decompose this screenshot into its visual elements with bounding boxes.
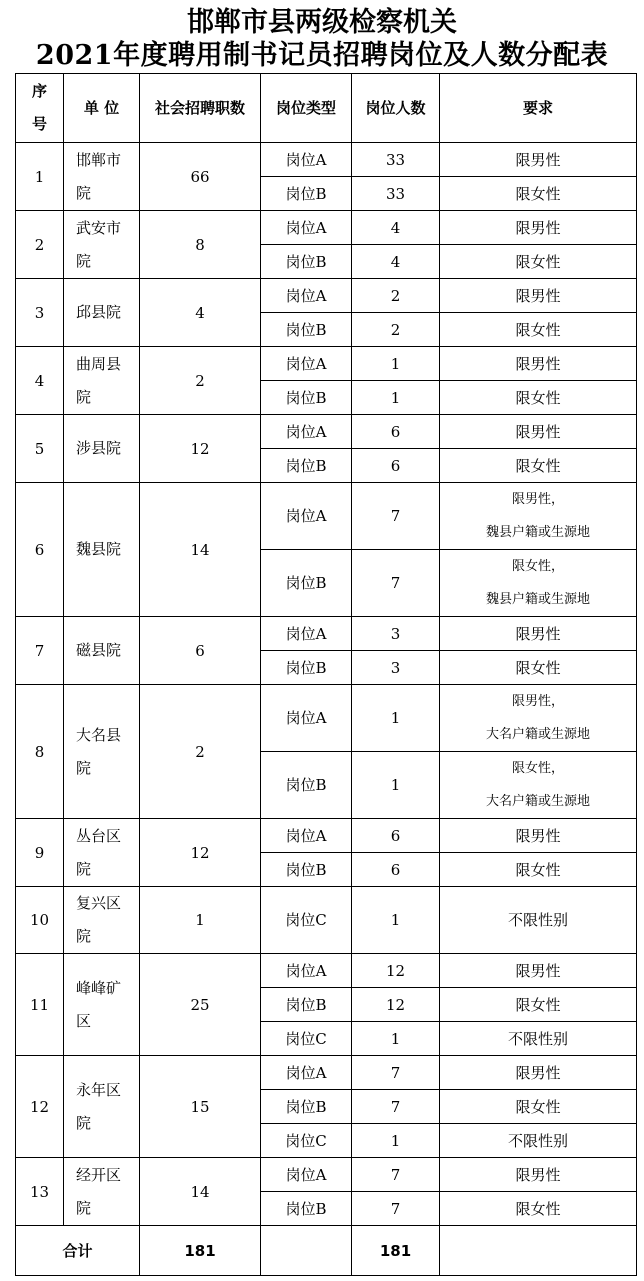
- header-seq-line1: 序: [31, 82, 47, 100]
- post-type: 岗位A: [261, 143, 352, 177]
- post-requirement: 限男性: [440, 954, 637, 988]
- row-unit-line1: 永年区: [76, 1080, 122, 1099]
- row-unit-line1: 邯郸市: [76, 150, 122, 169]
- post-count: 6: [352, 853, 440, 887]
- row-unit-line1: 丛台区: [76, 826, 122, 845]
- page-title: [0, 0, 644, 72]
- row-unit: [64, 279, 140, 347]
- post-requirement: 限男性: [440, 1158, 637, 1192]
- row-unit: [64, 143, 140, 211]
- table-row: [16, 211, 637, 245]
- post-requirement: [440, 752, 637, 819]
- post-type: 岗位B: [261, 381, 352, 415]
- row-unit-line2: 院: [76, 1113, 92, 1132]
- row-unit-line1: 大名县: [76, 725, 122, 744]
- total-empty-type: [261, 1226, 352, 1276]
- post-requirement: 限男性: [440, 1056, 637, 1090]
- post-count: 7: [352, 1090, 440, 1124]
- row-seq: 4: [16, 347, 64, 415]
- table-row: [16, 1158, 637, 1192]
- post-type: 岗位B: [261, 853, 352, 887]
- post-requirement: 限女性: [440, 245, 637, 279]
- post-requirement: 限女性: [440, 177, 637, 211]
- post-requirement: 限女性: [440, 1090, 637, 1124]
- post-type: 岗位C: [261, 1124, 352, 1158]
- row-total-jobs: 6: [140, 617, 261, 685]
- post-requirement-line2: 魏县户籍或生源地: [485, 592, 590, 607]
- post-type: 岗位A: [261, 617, 352, 651]
- header-seq-line2: 号: [31, 115, 47, 133]
- post-requirement-line2: 大名户籍或生源地: [485, 794, 590, 809]
- row-total-jobs: 2: [140, 347, 261, 415]
- table-row: [16, 954, 637, 988]
- post-requirement: 限女性: [440, 1192, 637, 1226]
- post-type: 岗位A: [261, 1158, 352, 1192]
- row-total-jobs: 2: [140, 685, 261, 819]
- row-unit-line2: 区: [76, 1011, 92, 1030]
- post-count: 3: [352, 651, 440, 685]
- row-seq: 13: [16, 1158, 64, 1226]
- total-jobs-sum: 181: [140, 1226, 261, 1276]
- row-total-jobs: 14: [140, 483, 261, 617]
- row-unit-line1: 邱县院: [76, 303, 122, 321]
- post-requirement: 限男性: [440, 819, 637, 853]
- row-total-jobs: 12: [140, 819, 261, 887]
- row-unit-line1: 经开区: [76, 1165, 122, 1184]
- post-type: 岗位A: [261, 211, 352, 245]
- post-type: 岗位A: [261, 819, 352, 853]
- row-seq: 12: [16, 1056, 64, 1158]
- post-type: 岗位B: [261, 313, 352, 347]
- post-requirement: 不限性别: [440, 1022, 637, 1056]
- header-total-jobs: 社会招聘职数: [140, 74, 261, 143]
- row-unit-line1: 涉县院: [76, 439, 122, 457]
- row-seq: 6: [16, 483, 64, 617]
- post-requirement: 限女性: [440, 988, 637, 1022]
- post-count: 1: [352, 685, 440, 752]
- post-requirement-line2: 大名户籍或生源地: [485, 727, 590, 742]
- row-total-jobs: 14: [140, 1158, 261, 1226]
- row-unit: [64, 483, 140, 617]
- row-total-jobs: 4: [140, 279, 261, 347]
- post-type: 岗位C: [261, 1022, 352, 1056]
- post-requirement: 限男性: [440, 617, 637, 651]
- post-count: 6: [352, 819, 440, 853]
- total-label: 合计: [16, 1226, 140, 1276]
- post-count: 7: [352, 1192, 440, 1226]
- post-count: 7: [352, 483, 440, 550]
- post-count: 1: [352, 1022, 440, 1056]
- row-unit-line1: 魏县院: [76, 540, 122, 558]
- header-post-type: 岗位类型: [261, 74, 352, 143]
- total-empty-req: [440, 1226, 637, 1276]
- post-requirement: 限男性: [440, 143, 637, 177]
- post-requirement: 限女性: [440, 853, 637, 887]
- post-requirement: 限女性: [440, 651, 637, 685]
- row-unit: [64, 1158, 140, 1226]
- post-type: 岗位A: [261, 347, 352, 381]
- post-type: 岗位A: [261, 415, 352, 449]
- header-row: [16, 74, 637, 143]
- row-seq: 1: [16, 143, 64, 211]
- row-seq: 8: [16, 685, 64, 819]
- post-type: 岗位B: [261, 177, 352, 211]
- post-count: 2: [352, 279, 440, 313]
- post-requirement-line1: 限女性，: [511, 559, 564, 574]
- total-post-sum: 181: [352, 1226, 440, 1276]
- table-row: [16, 1056, 637, 1090]
- post-count: 33: [352, 177, 440, 211]
- post-count: 1: [352, 381, 440, 415]
- post-requirement: 限男性: [440, 279, 637, 313]
- post-count: 1: [352, 1124, 440, 1158]
- row-seq: 10: [16, 887, 64, 954]
- row-unit: [64, 415, 140, 483]
- post-count: 1: [352, 887, 440, 954]
- row-seq: 11: [16, 954, 64, 1056]
- post-requirement-line1: 限男性，: [511, 694, 564, 709]
- post-requirement-line1: 限女性，: [511, 761, 564, 776]
- post-requirement: 限女性: [440, 313, 637, 347]
- row-unit: [64, 954, 140, 1056]
- title-line-2: 2021年度聘用制书记员招聘岗位及人数分配表: [35, 40, 609, 71]
- row-unit-line1: 复兴区: [76, 894, 122, 912]
- post-type: 岗位A: [261, 1056, 352, 1090]
- allocation-table: [15, 73, 637, 1276]
- post-type: 岗位A: [261, 279, 352, 313]
- table-row: [16, 415, 637, 449]
- row-unit: [64, 887, 140, 954]
- row-unit-line2: 院: [76, 758, 92, 777]
- table-row: [16, 279, 637, 313]
- post-count: 7: [352, 1056, 440, 1090]
- table-row: [16, 347, 637, 381]
- post-count: 12: [352, 988, 440, 1022]
- row-total-jobs: 66: [140, 143, 261, 211]
- post-count: 4: [352, 245, 440, 279]
- post-type: 岗位A: [261, 483, 352, 550]
- row-unit-line2: 院: [76, 859, 92, 878]
- post-requirement-line1: 限男性，: [511, 492, 564, 507]
- table-row: [16, 617, 637, 651]
- post-requirement: 限男性: [440, 347, 637, 381]
- post-count: 7: [352, 550, 440, 617]
- row-total-jobs: 15: [140, 1056, 261, 1158]
- row-unit: [64, 1056, 140, 1158]
- post-requirement: 不限性别: [440, 887, 637, 954]
- row-seq: 2: [16, 211, 64, 279]
- post-type: 岗位B: [261, 1192, 352, 1226]
- row-seq: 7: [16, 617, 64, 685]
- post-type: 岗位B: [261, 988, 352, 1022]
- post-requirement: 限男性: [440, 211, 637, 245]
- post-count: 4: [352, 211, 440, 245]
- post-type: 岗位C: [261, 887, 352, 954]
- post-type: 岗位B: [261, 651, 352, 685]
- row-seq: 9: [16, 819, 64, 887]
- row-unit-line2: 院: [76, 387, 92, 406]
- post-type: 岗位B: [261, 752, 352, 819]
- row-unit-line2: 院: [76, 1198, 92, 1217]
- post-requirement: [440, 483, 637, 550]
- post-type: 岗位B: [261, 550, 352, 617]
- row-unit-line2: 院: [76, 251, 92, 270]
- post-requirement: 限男性: [440, 415, 637, 449]
- table-row: [16, 483, 637, 550]
- row-unit: [64, 211, 140, 279]
- row-unit: [64, 617, 140, 685]
- row-unit-line2: 院: [76, 927, 92, 945]
- post-requirement: [440, 550, 637, 617]
- header-seq: [16, 74, 64, 143]
- post-type: 岗位A: [261, 685, 352, 752]
- header-post-count: 岗位人数: [352, 74, 440, 143]
- post-count: 3: [352, 617, 440, 651]
- header-unit: 单 位: [64, 74, 140, 143]
- row-unit-line1: 武安市: [76, 218, 122, 237]
- title-line-1: 邯郸市县两级检察机关: [187, 7, 457, 38]
- post-type: 岗位B: [261, 1090, 352, 1124]
- post-requirement: 限女性: [440, 449, 637, 483]
- post-type: 岗位B: [261, 245, 352, 279]
- post-requirement: 限女性: [440, 381, 637, 415]
- row-unit-line2: 院: [76, 183, 92, 202]
- row-total-jobs: 12: [140, 415, 261, 483]
- total-row: [16, 1226, 637, 1276]
- post-count: 33: [352, 143, 440, 177]
- row-seq: 3: [16, 279, 64, 347]
- row-unit: [64, 685, 140, 819]
- post-count: 1: [352, 347, 440, 381]
- post-requirement: [440, 685, 637, 752]
- post-requirement: 不限性别: [440, 1124, 637, 1158]
- header-requirement: 要求: [440, 74, 637, 143]
- post-count: 12: [352, 954, 440, 988]
- row-total-jobs: 8: [140, 211, 261, 279]
- row-unit-line1: 磁县院: [76, 641, 122, 659]
- row-total-jobs: 25: [140, 954, 261, 1056]
- row-unit-line1: 曲周县: [76, 354, 122, 373]
- post-requirement-line2: 魏县户籍或生源地: [485, 525, 590, 540]
- row-total-jobs: 1: [140, 887, 261, 954]
- post-count: 2: [352, 313, 440, 347]
- row-unit-line1: 峰峰矿: [76, 978, 122, 997]
- post-count: 6: [352, 415, 440, 449]
- row-unit: [64, 819, 140, 887]
- post-count: 7: [352, 1158, 440, 1192]
- table-row: [16, 887, 637, 954]
- post-count: 6: [352, 449, 440, 483]
- table-body: [16, 143, 637, 1226]
- row-seq: 5: [16, 415, 64, 483]
- row-unit: [64, 347, 140, 415]
- table-row: [16, 143, 637, 177]
- post-type: 岗位B: [261, 449, 352, 483]
- table-row: [16, 685, 637, 752]
- post-count: 1: [352, 752, 440, 819]
- post-type: 岗位A: [261, 954, 352, 988]
- table-row: [16, 819, 637, 853]
